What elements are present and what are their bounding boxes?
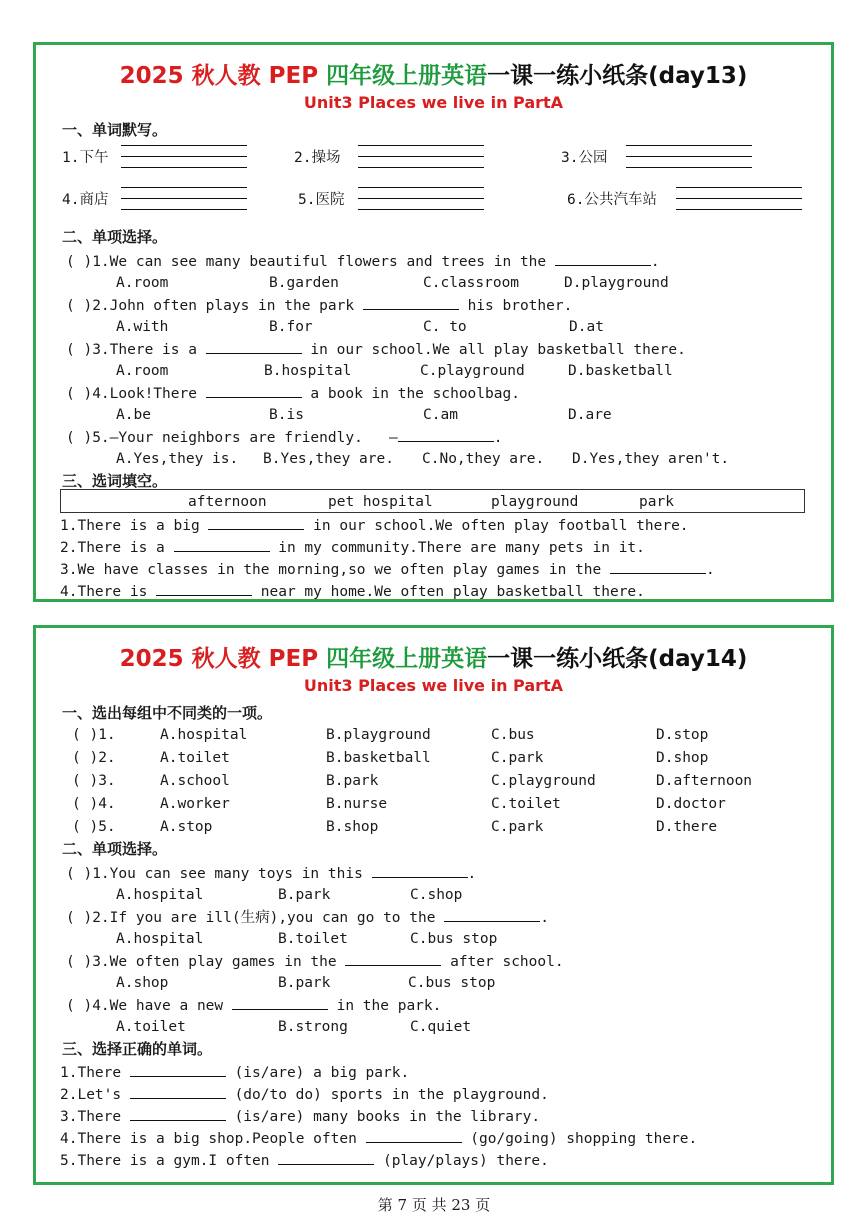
option: A.room (116, 363, 169, 379)
option: D.playground (564, 275, 669, 291)
question: ( )1.You can see many toys in this . (66, 866, 477, 882)
answer-blank[interactable] (555, 252, 651, 266)
word-prompt: 2.操场 (294, 150, 341, 166)
option: D.at (569, 319, 604, 335)
option: C.playground (491, 773, 596, 789)
choose-sentence: 1.There (is/are) a big park. (60, 1065, 410, 1081)
option: B.is (269, 407, 304, 423)
option: C.No,they are. (422, 451, 545, 467)
answer-blank[interactable] (372, 864, 468, 878)
option: A.stop (160, 819, 213, 835)
sheet-subtitle: Unit3 Places we live in PartA (303, 676, 564, 695)
option: A.hospital (116, 887, 204, 903)
answer-blank[interactable] (130, 1107, 226, 1121)
section-heading: 三、选词填空。 (62, 472, 168, 490)
word-prompt: 5.医院 (298, 192, 345, 208)
option: D.afternoon (656, 773, 753, 789)
option: C.bus stop (408, 975, 496, 991)
option: C.bus stop (410, 931, 498, 947)
question: ( )2.John often plays in the park his brother. (66, 298, 573, 314)
answer-blank[interactable] (345, 952, 441, 966)
question: ( )4.We have a new in the park. (66, 998, 442, 1014)
sheet-title: 2025 秋人教 PEP 四年级上册英语一课一练小纸条(day13) (119, 63, 748, 89)
option: A.school (160, 773, 230, 789)
group-number: ( )3. (72, 773, 116, 789)
fill-sentence: 3.We have classes in the morning,so we often play games in the . (60, 562, 715, 578)
option: A.with (116, 319, 169, 335)
section-heading: 三、选择正确的单词。 (62, 1040, 213, 1058)
option: D.doctor (656, 796, 726, 812)
option: B.toilet (278, 931, 348, 947)
answer-blank[interactable] (444, 908, 540, 922)
option: A.toilet (160, 750, 230, 766)
sheet-title: 2025 秋人教 PEP 四年级上册英语一课一练小纸条(day14) (119, 646, 748, 672)
word-prompt: 3.公园 (561, 150, 608, 166)
option: A.worker (160, 796, 230, 812)
section-heading: 一、单词默写。 (62, 121, 168, 139)
option: C.am (423, 407, 458, 423)
option: C. to (423, 319, 467, 335)
fill-sentence: 4.There is near my home.We often play basketball there. (60, 584, 645, 600)
group-number: ( )4. (72, 796, 116, 812)
option: D.basketball (568, 363, 673, 379)
option: D.stop (656, 727, 709, 743)
question: ( )3.We often play games in the after school. (66, 954, 564, 970)
answer-blank[interactable] (130, 1085, 226, 1099)
writing-lines (358, 135, 484, 168)
option: D.are (568, 407, 612, 423)
option: B.for (269, 319, 313, 335)
word-prompt: 4.商店 (62, 192, 109, 208)
group-number: ( )1. (72, 727, 116, 743)
writing-lines (676, 177, 802, 210)
option: B.hospital (264, 363, 352, 379)
option: D.there (656, 819, 718, 835)
word-bank-item: afternoon (188, 494, 267, 510)
writing-lines (626, 135, 752, 168)
option: A.hospital (160, 727, 248, 743)
answer-blank[interactable] (398, 428, 494, 442)
answer-blank[interactable] (363, 296, 459, 310)
choose-sentence: 5.There is a gym.I often (play/plays) there. (60, 1153, 549, 1169)
option: B.nurse (326, 796, 388, 812)
section-heading: 二、单项选择。 (62, 228, 168, 246)
option: A.hospital (116, 931, 204, 947)
word-bank-item: playground (491, 494, 579, 510)
fill-sentence: 1.There is a big in our school.We often play football there. (60, 518, 689, 534)
section-heading: 一、选出每组中不同类的一项。 (62, 704, 273, 722)
fill-sentence: 2.There is a in my community.There are many pets in it. (60, 540, 645, 556)
option: B.basketball (326, 750, 431, 766)
answer-blank[interactable] (130, 1063, 226, 1077)
option: B.park (278, 887, 331, 903)
section-heading: 二、单项选择。 (62, 840, 168, 858)
writing-lines (121, 177, 247, 210)
answer-blank[interactable] (206, 384, 302, 398)
option: D.Yes,they aren't. (572, 451, 730, 467)
option: A.toilet (116, 1019, 186, 1035)
option: B.garden (269, 275, 339, 291)
answer-blank[interactable] (278, 1151, 374, 1165)
question: ( )2.If you are ill(生病),you can go to the . (66, 910, 549, 926)
writing-lines (121, 135, 247, 168)
choose-sentence: 3.There (is/are) many books in the library. (60, 1109, 541, 1125)
answer-blank[interactable] (208, 516, 304, 530)
option: C.quiet (410, 1019, 472, 1035)
option: B.park (326, 773, 379, 789)
option: B.playground (326, 727, 431, 743)
word-bank-item: pet hospital (328, 494, 433, 510)
option: C.classroom (423, 275, 520, 291)
option: C.park (491, 750, 544, 766)
option: C.toilet (491, 796, 561, 812)
answer-blank[interactable] (206, 340, 302, 354)
option: B.shop (326, 819, 379, 835)
answer-blank[interactable] (366, 1129, 462, 1143)
option: C.playground (420, 363, 525, 379)
page-number: 第 7 页 共 23 页 (377, 1196, 491, 1214)
sheet-subtitle: Unit3 Places we live in PartA (303, 93, 564, 112)
answer-blank[interactable] (232, 996, 328, 1010)
option: C.park (491, 819, 544, 835)
worksheet-day14 (33, 625, 834, 1185)
option: A.room (116, 275, 169, 291)
question: ( )3.There is a in our school.We all play basketball there. (66, 342, 686, 358)
option: C.shop (410, 887, 463, 903)
answer-blank[interactable] (174, 538, 270, 552)
answer-blank[interactable] (156, 582, 252, 596)
choose-sentence: 4.There is a big shop.People often (go/going) shopping there. (60, 1131, 698, 1147)
writing-lines (358, 177, 484, 210)
answer-blank[interactable] (610, 560, 706, 574)
option: A.shop (116, 975, 169, 991)
option: D.shop (656, 750, 709, 766)
option: B.strong (278, 1019, 348, 1035)
question: ( )1.We can see many beautiful flowers and trees in the . (66, 254, 660, 270)
option: A.Yes,they is. (116, 451, 239, 467)
group-number: ( )5. (72, 819, 116, 835)
option: B.park (278, 975, 331, 991)
option: A.be (116, 407, 151, 423)
group-number: ( )2. (72, 750, 116, 766)
option: C.bus (491, 727, 535, 743)
option: B.Yes,they are. (263, 451, 394, 467)
worksheet-day13 (33, 42, 834, 602)
choose-sentence: 2.Let's (do/to do) sports in the playground. (60, 1087, 549, 1103)
word-bank-item: park (639, 494, 674, 510)
word-prompt: 1.下午 (62, 150, 109, 166)
word-prompt: 6.公共汽车站 (567, 192, 657, 208)
question: ( )4.Look!There a book in the schoolbag. (66, 386, 520, 402)
question: ( )5.—Your neighbors are friendly. — . (66, 430, 503, 446)
